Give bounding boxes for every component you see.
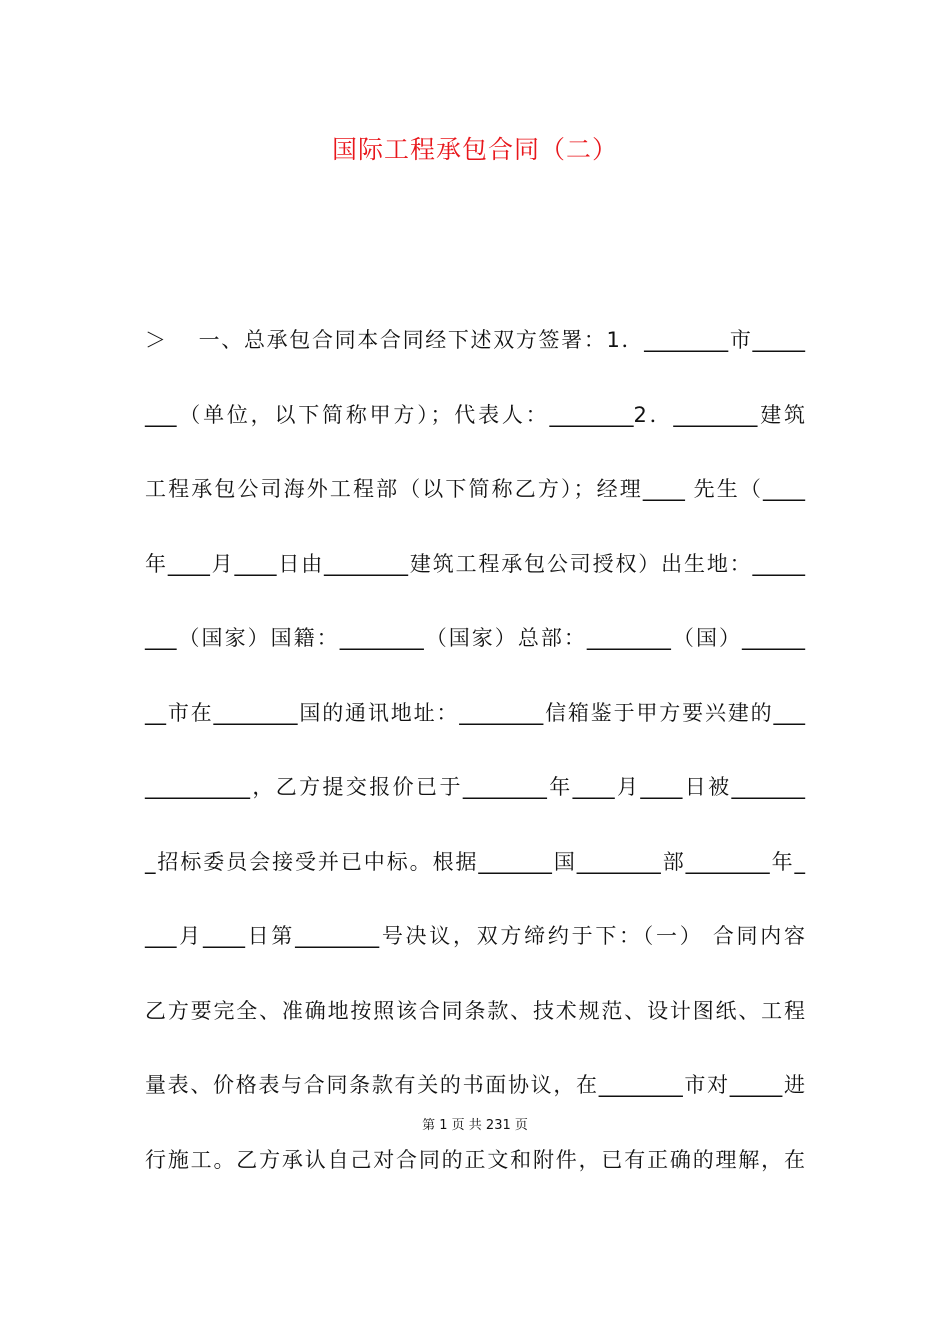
document-title: 国际工程承包合同（二） [331,135,618,164]
body-line-10: 乙方要完全、准确地按照该合同条款、技术规范、设计图纸、工程 [145,999,805,1023]
body-line-12: 行施工。乙方承认自己对合同的正文和附件，已有正确的理解，在 [145,1148,805,1172]
body-line-5: ___（国家）国籍：________（国家）总部：________（国）______ [145,626,805,650]
body-line-7: __________，乙方提交报价已于________年____月____日被_______ [145,775,805,799]
page-footer: 第 1 页 共 231 页 [422,1118,528,1133]
body-line-9: ___月____日第________号决议，双方缔约于下：（一） 合同内容 [145,924,805,948]
body-line-8: _招标委员会接受并已中标。根据_______国________部________年_ [145,850,805,874]
body-line-2: ___（单位，以下简称甲方）；代表人：________2．________建筑 [145,403,805,427]
body-line-6: __市在________国的通讯地址：________信箱鉴于甲方要兴建的___ [145,701,805,725]
body-line-3: 工程承包公司海外工程部（以下简称乙方）；经理____ 先生（____ [145,477,805,501]
body-line-11: 量表、价格表与合同条款有关的书面协议，在________市对_____进 [145,1073,805,1097]
body-line-4: 年____月____日由________建筑工程承包公司授权）出生地：_____ [145,552,805,576]
body-line-1: ＞ 一、总承包合同本合同经下述双方签署：1．________市_____ [145,328,805,352]
